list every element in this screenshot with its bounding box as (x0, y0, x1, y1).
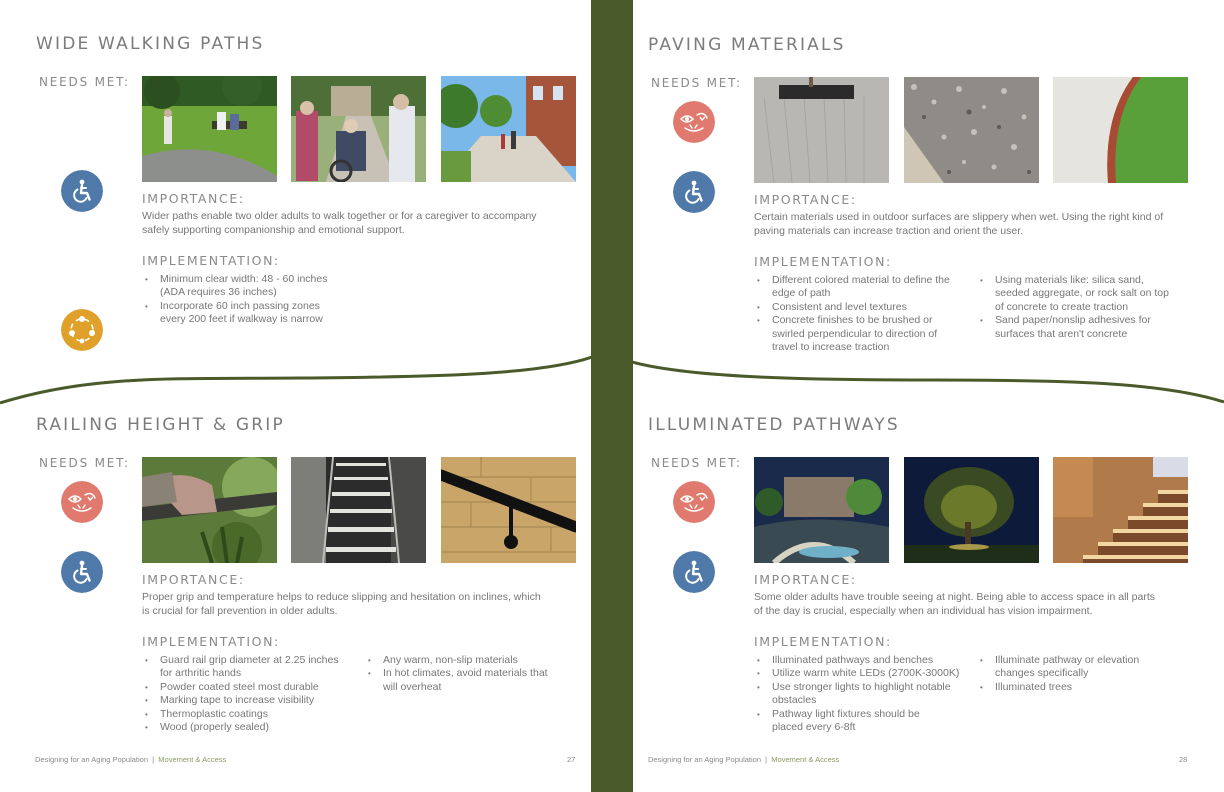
implementation-list-left (142, 654, 339, 734)
page-number-left: 27 (567, 755, 576, 764)
list-item: • In hot climates, avoid materials that will overheat (365, 667, 548, 694)
footer-right (648, 755, 839, 764)
list-item: • Powder coated steel most durable (142, 681, 339, 694)
footer-chapter: Movement & Access (158, 755, 227, 764)
community-icon (61, 309, 103, 351)
list-item: • Guard rail grip diameter at 2.25 inches for arthritic hands (142, 654, 339, 681)
vision-icon (673, 101, 715, 143)
implementation-list-right (977, 654, 1139, 694)
photo-curved-path (1053, 77, 1188, 183)
photo-lit-plaza (754, 457, 889, 563)
section-divider-curve-right (632, 350, 1224, 405)
importance-text: Some older adults have trouble seeing at night. Being able to access space in all parts of the day is crucial, especially when an individual has vision impairment. (754, 591, 1155, 617)
implementation-list-left (754, 654, 959, 734)
footer-doc-title: Designing for an Aging Population (648, 755, 761, 764)
importance-text: Certain materials used in outdoor surfaces are slippery when wet. Using the right kind of paving materials can increase traction and orient the user. (754, 211, 1164, 237)
accessibility-icon (61, 170, 103, 212)
implementation-list-right (365, 654, 548, 694)
list-item: • Consistent and level textures (754, 301, 950, 314)
needs-met-label: NEEDS MET: (651, 456, 742, 470)
photo-broom-concrete (754, 77, 889, 183)
page-number-right: 28 (1179, 755, 1188, 764)
footer-doc-title: Designing for an Aging Population (35, 755, 148, 764)
needs-met-label: NEEDS MET: (39, 75, 130, 89)
importance-heading: IMPORTANCE: (142, 191, 245, 206)
implementation-heading: IMPLEMENTATION: (142, 253, 280, 268)
importance-heading: IMPORTANCE: (754, 572, 857, 587)
list-item: • Wood (properly sealed) (142, 721, 339, 734)
list-item: • Pathway light fixtures should be placed every 6-8ft (754, 708, 959, 735)
list-item: • Illuminate pathway or elevation changes specifically (977, 654, 1139, 681)
photo-black-handrail (441, 457, 576, 563)
photo-wheelchair-walk (291, 76, 426, 182)
photo-hand-railing (142, 457, 277, 563)
footer-separator: | (765, 755, 768, 764)
footer-chapter: Movement & Access (771, 755, 840, 764)
list-item: • Use stronger lights to highlight notable obstacles (754, 681, 959, 708)
importance-heading: IMPORTANCE: (142, 572, 245, 587)
accessibility-icon (673, 551, 715, 593)
section-title: RAILING HEIGHT & GRIP (36, 415, 285, 435)
accessibility-icon (61, 551, 103, 593)
section-divider-curve-left (0, 345, 592, 405)
list-item: • Marking tape to increase visibility (142, 694, 339, 707)
implementation-list-left (754, 274, 950, 354)
list-item: • Illuminated pathways and benches (754, 654, 959, 667)
photo-park-path (142, 76, 277, 182)
photo-seeded-aggregate (904, 77, 1039, 183)
page-spine (591, 0, 633, 792)
implementation-heading: IMPLEMENTATION: (754, 634, 892, 649)
footer-separator: | (152, 755, 155, 764)
implementation-list (142, 273, 327, 327)
vision-icon (673, 481, 715, 523)
list-item: • Concrete finishes to be brushed or swirled perpendicular to direction of travel to increase traction (754, 314, 950, 354)
vision-icon (61, 481, 103, 523)
accessibility-icon (673, 171, 715, 213)
list-item: • Minimum clear width: 48 - 60 inches (ADA requires 36 inches) (142, 273, 327, 300)
photo-stairs-marking-tape (291, 457, 426, 563)
list-item: • Illuminated trees (977, 681, 1139, 694)
section-title: WIDE WALKING PATHS (36, 34, 265, 54)
list-item: • Using materials like: silica sand, seeded aggregate, or rock salt on top of concrete to create traction (977, 274, 1169, 314)
list-item: • Thermoplastic coatings (142, 708, 339, 721)
list-item: • Sand paper/nonslip adhesives for surfaces that aren't concrete (977, 314, 1169, 341)
importance-text: Wider paths enable two older adults to walk together or for a caregiver to accompany safely supporting companionship and emotional support. (142, 210, 537, 236)
photo-illuminated-tree (904, 457, 1039, 563)
section-title: PAVING MATERIALS (648, 35, 846, 55)
needs-met-label: NEEDS MET: (39, 456, 130, 470)
implementation-list-right (977, 274, 1169, 341)
footer-left (35, 755, 226, 764)
importance-text: Proper grip and temperature helps to reduce slipping and hesitation on inclines, which is crucial for fall prevention in older adults. (142, 591, 541, 617)
list-item: • Different colored material to define the edge of path (754, 274, 950, 301)
list-item: • Utilize warm white LEDs (2700K-3000K) (754, 667, 959, 680)
implementation-heading: IMPLEMENTATION: (754, 254, 892, 269)
importance-heading: IMPORTANCE: (754, 192, 857, 207)
list-item: • Any warm, non-slip materials (365, 654, 548, 667)
list-item: • Incorporate 60 inch passing zones every 200 feet if walkway is narrow (142, 300, 327, 327)
implementation-heading: IMPLEMENTATION: (142, 634, 280, 649)
needs-met-label: NEEDS MET: (651, 76, 742, 90)
photo-sunny-sidewalk (441, 76, 576, 182)
section-title: ILLUMINATED PATHWAYS (648, 415, 900, 435)
photo-lit-stairs (1053, 457, 1188, 563)
